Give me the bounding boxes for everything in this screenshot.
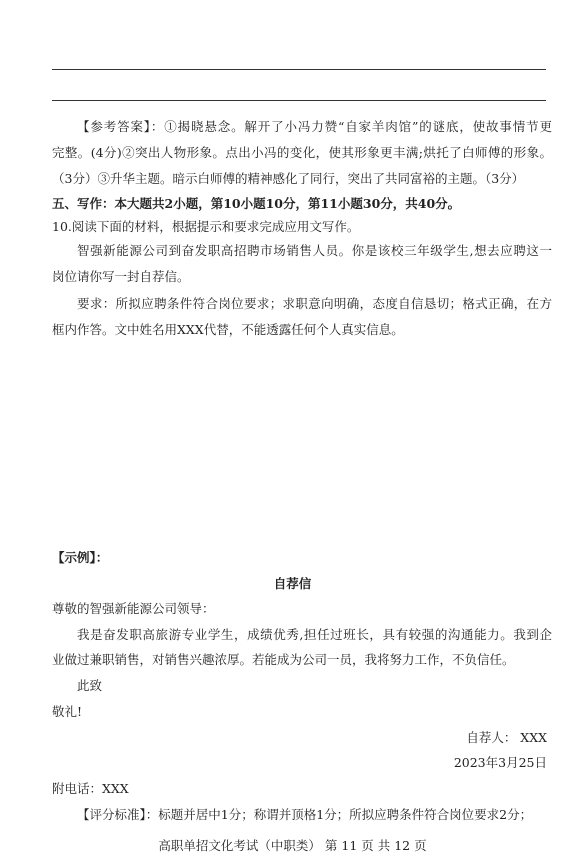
reference-answer-line-3: （3分）③升华主题。暗示白师傅的精神感化了同行，突出了共同富裕的主题。（3分）	[52, 171, 525, 186]
page-footer: 高职单招文化考试（中职类） 第 11 页 共 12 页	[158, 838, 427, 853]
letter-phone: 附电话：XXX	[52, 781, 129, 796]
question-material-line-1: 智强新能源公司到奋发职高招聘市场销售人员。你是该校三年级学生,想去应聘这一	[77, 243, 552, 258]
answer-line-2	[52, 100, 546, 101]
answer-line-1	[52, 69, 546, 70]
letter-body-line-1: 我是奋发职高旅游专业学生，成绩优秀,担任过班长，具有较强的沟通能力。我到企	[77, 627, 552, 642]
question-requirement-line-1: 要求：所拟应聘条件符合岗位要求；求职意向明确，态度自信恳切；格式正确，在方	[77, 296, 552, 311]
reference-answer-line-1: 【参考答案】：①揭晓悬念。解开了小冯力赞“自家羊肉馆”的谜底，使故事情节更	[77, 119, 552, 134]
letter-salutation: 尊敬的智强新能源公司领导：	[52, 601, 215, 616]
section-heading: 五、写作：本大题共2小题，第10小题10分，第11小题30分，共40分。	[52, 196, 461, 211]
example-label: 【示例】：	[52, 550, 109, 565]
question-requirement-line-2: 框内作答。文中姓名用XXX代替，不能透露任何个人真实信息。	[52, 322, 404, 337]
scoring-criteria: 【评分标准】：标题并居中1分；称谓并顶格1分；所拟应聘条件符合岗位要求2分；	[77, 807, 533, 822]
letter-date: 2023年3月25日	[453, 755, 547, 770]
letter-title: 自荐信	[273, 576, 312, 591]
question-10-prompt: 10.阅读下面的材料，根据提示和要求完成应用文写作。	[52, 219, 360, 234]
question-material-line-2: 岗位请你写一封自荐信。	[52, 269, 190, 284]
letter-closing-1: 此致	[77, 678, 103, 693]
letter-closing-2: 敬礼!	[52, 704, 83, 719]
letter-body-line-2: 业做过兼职销售，对销售兴趣浓厚。若能成为公司一员，我将努力工作，不负信任。	[52, 652, 515, 667]
letter-signer: 自荐人： XXX	[466, 730, 547, 745]
reference-answer-line-2: 完整。(4分)②突出人物形象。点出小冯的变化，使其形象更丰满;烘托了白师傅的形象。	[52, 145, 552, 160]
